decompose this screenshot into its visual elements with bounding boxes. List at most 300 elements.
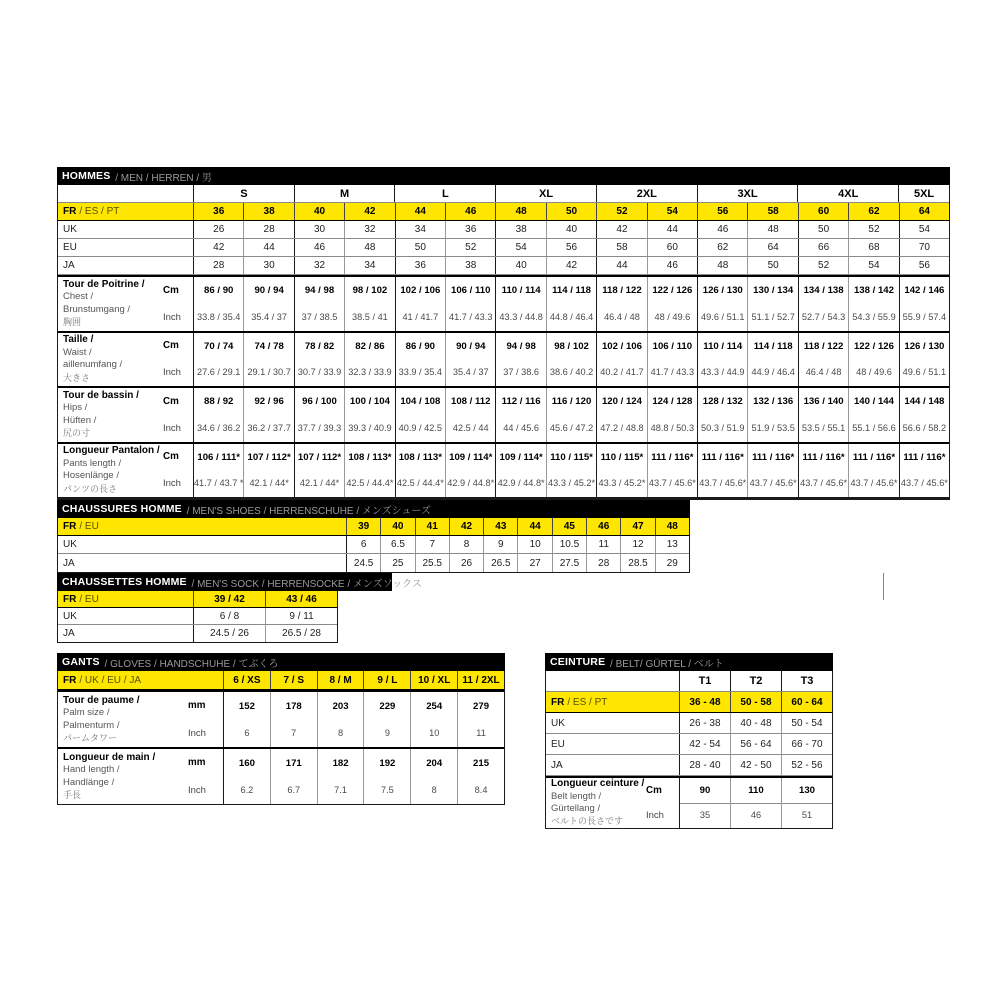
value-bottom: 42.9 / 44.8* (447, 478, 495, 489)
unit-bottom-label: Inch (163, 367, 181, 379)
value-top: 203 (332, 700, 349, 712)
measurement-value-cell (395, 277, 445, 331)
measurement-value-cell (344, 333, 394, 387)
size-group-label: L (394, 185, 495, 202)
value-top: 118 / 122 (602, 285, 642, 297)
measurement-value-cell (344, 388, 394, 442)
value-bottom: 51.9 / 53.5 (751, 422, 795, 433)
conversion-row (546, 755, 832, 776)
value-top: 144 / 148 (904, 396, 945, 408)
value-bottom: 42.1 / 44* (249, 478, 289, 489)
value-cell: 25.5 (415, 554, 449, 572)
value-top: 142 / 146 (904, 285, 945, 297)
value-cell: 13 (655, 536, 689, 553)
measurement-value-cell (445, 444, 495, 498)
mens-clothing-size-table (57, 167, 950, 500)
value-bottom: 6.7 (287, 784, 301, 795)
unit-cell (646, 778, 679, 828)
value-bottom: 27.6 / 29.1 (196, 367, 241, 378)
measurement-label-line: 胸囲 (63, 317, 82, 328)
value-bottom: 49.6 / 51.1 (701, 311, 745, 322)
measurement-value-cell (596, 388, 646, 442)
value-cell: 42 (449, 518, 483, 535)
section-title-bar (545, 653, 833, 671)
measurement-label-line: Hüften / (63, 414, 97, 426)
value-cell: 9 / L (363, 671, 410, 689)
table-body (57, 671, 505, 805)
unit-cell (163, 333, 193, 387)
value-bottom: 29.1 / 30.7 (247, 367, 291, 378)
conversion-row (546, 734, 832, 755)
value-cell: 24.5 (346, 554, 380, 572)
value-bottom: 45.6 / 47.2 (549, 422, 594, 433)
measurement-label-line: パンツの長さ (63, 483, 118, 494)
section-title: HOMMES (62, 170, 111, 182)
value-bottom: 43.3 / 45.2* (548, 478, 596, 489)
value-cell: 6 (346, 536, 380, 553)
measurement-label (58, 444, 163, 498)
row-label: FR / ES / PT (63, 206, 120, 217)
measurement-value-cell (647, 388, 697, 442)
measurement-label-line: Tour de Poitrine / (63, 278, 145, 290)
measurement-value-cell (647, 444, 697, 498)
measurement-row (58, 442, 949, 498)
measurement-label-line: Palmenturm / (63, 719, 120, 731)
value-bottom: 42.1 / 44* (299, 478, 340, 489)
value-cell: 64 (899, 203, 949, 220)
measurement-value-cell (798, 333, 848, 387)
value-bottom: 40.2 / 41.7 (600, 367, 644, 378)
value-top: 126 / 130 (904, 340, 945, 352)
unit-top-label: Cm (646, 785, 662, 796)
value-cell: 50 (546, 203, 596, 220)
measurement-label-line: Waist / (63, 346, 92, 358)
value-bottom: 52.7 / 54.3 (801, 311, 846, 322)
value-top: 94 / 98 (506, 340, 536, 352)
measurement-value-cell (344, 444, 394, 498)
value-cell: 54 (899, 221, 949, 238)
value-top: 107 / 112* (297, 451, 342, 463)
value-cell: 48 (655, 518, 689, 535)
value-top: 130 (798, 785, 815, 797)
value-top: 178 (285, 700, 302, 712)
measurement-value-cell (899, 333, 949, 387)
value-top: 111 / 116* (903, 451, 946, 463)
value-bottom: 8 (338, 727, 344, 738)
value-cell: 46 (294, 239, 344, 256)
value-top: 124 / 128 (652, 396, 693, 408)
table-body (57, 185, 950, 500)
value-bottom: 41.7 / 43.7 * (193, 478, 244, 489)
row-label: UK (551, 717, 565, 729)
measurement-value-cell (848, 333, 898, 387)
value-cell: 66 (798, 239, 848, 256)
measurement-value-cell (848, 444, 898, 498)
table-body (57, 518, 690, 573)
value-bottom: 11 (476, 727, 486, 738)
value-cell: 46 (445, 203, 495, 220)
unit-bottom-label: Inch (163, 422, 181, 434)
measurement-value-cell (546, 444, 596, 498)
value-cell: 26 - 38 (679, 713, 730, 733)
measurement-row (58, 386, 949, 442)
measurement-value-cell (270, 749, 317, 804)
section-title: CEINTURE (550, 656, 606, 668)
value-bottom: 42.9 / 44.8* (497, 478, 545, 489)
measurement-value-cell (679, 778, 730, 828)
value-bottom: 46 (731, 803, 781, 828)
value-bottom: 33.9 / 35.4 (398, 367, 443, 378)
conversion-row (58, 625, 337, 642)
unit-bottom-label: Inch (188, 784, 206, 796)
value-bottom: 8 (431, 784, 437, 795)
value-cell: 42 (546, 257, 596, 274)
value-top: 98 / 102 (352, 285, 388, 297)
value-top: 110 (748, 785, 764, 797)
divider-line (883, 573, 884, 600)
value-top: 114 / 118 (552, 285, 592, 297)
section-title-bar (57, 653, 505, 671)
value-cell: 40 (380, 518, 414, 535)
value-bottom: 41.7 / 43.3 (449, 311, 493, 322)
value-cell: 52 - 56 (781, 755, 832, 775)
measurement-label-line: aillenumfang / (63, 359, 123, 371)
measurement-value-cell (596, 333, 646, 387)
value-cell: 56 - 64 (730, 734, 781, 754)
value-top: 102 / 106 (601, 340, 642, 352)
value-top: 106 / 110 (652, 340, 693, 352)
value-cell: 46 (586, 518, 620, 535)
value-bottom: 32.3 / 33.9 (348, 367, 392, 378)
value-bottom: 6 (244, 727, 250, 738)
value-top: 122 / 126 (853, 340, 894, 352)
measurement-label-line: Pants length / (63, 457, 122, 469)
measurement-value-cell (495, 277, 545, 331)
value-cell: 52 (596, 203, 646, 220)
value-top: 160 (238, 757, 255, 769)
value-top: 88 / 92 (204, 396, 234, 408)
value-cell: 24.5 / 26 (193, 625, 265, 642)
belt-size-table (545, 653, 833, 829)
value-top: 138 / 142 (853, 285, 894, 297)
row-label: UK (63, 539, 77, 550)
row-label: EU (551, 738, 565, 750)
value-bottom: 38.5 / 41 (352, 311, 388, 322)
value-top: 171 (285, 757, 302, 769)
measurement-value-cell (193, 277, 243, 331)
value-top: 111 / 116* (802, 451, 845, 463)
size-group-label: M (294, 185, 395, 202)
value-top: 111 / 116* (701, 451, 744, 463)
conversion-row (58, 536, 689, 554)
measurement-row (58, 331, 949, 387)
size-group-row (546, 671, 832, 692)
measurement-label (58, 692, 188, 747)
measurement-label-line: 手長 (63, 789, 82, 800)
measurement-value-cell (747, 277, 797, 331)
value-cell: 38 (243, 203, 293, 220)
value-cell: 8 / M (317, 671, 364, 689)
value-cell: 48 (697, 257, 747, 274)
value-bottom: 48 / 49.6 (856, 367, 892, 378)
value-top: 112 / 116 (501, 396, 541, 408)
measurement-label (58, 277, 163, 331)
measurement-value-cell (193, 333, 243, 387)
value-top: 108 / 113* (398, 451, 442, 463)
measurement-value-cell (410, 692, 457, 747)
value-bottom: 33.8 / 35.4 (196, 311, 241, 322)
value-cell: 6 / 8 (193, 608, 265, 624)
value-cell: 48 (495, 203, 545, 220)
value-top: 74 / 78 (254, 340, 284, 352)
measurement-label-line: Brunstumgang / (63, 303, 131, 315)
value-bottom: 35.4 / 37 (251, 311, 287, 322)
value-cell: 28 (193, 257, 243, 274)
unit-cell (163, 388, 193, 442)
measurement-value-cell (457, 692, 504, 747)
value-bottom: 50.3 / 51.9 (701, 422, 745, 433)
value-bottom: 43.3 / 44.9 (701, 367, 745, 378)
measurement-value-cell (410, 749, 457, 804)
value-top: 140 / 144 (853, 396, 894, 408)
table-body (57, 591, 338, 643)
row-label (58, 185, 193, 202)
value-bottom: 51 (782, 803, 832, 828)
measurement-value-cell (193, 388, 243, 442)
conversion-row (58, 608, 337, 625)
value-top: 110 / 114 (501, 285, 541, 297)
value-cell: 36 (395, 257, 445, 274)
value-top: 98 / 102 (554, 340, 589, 352)
value-cell: 26.5 (483, 554, 517, 572)
value-bottom: 44.8 / 46.4 (549, 311, 594, 322)
value-cell: 46 (647, 257, 697, 274)
unit-top-label: mm (188, 700, 206, 712)
measurement-value-cell (243, 277, 293, 331)
size-values-row (58, 671, 504, 690)
section-title: CHAUSSURES HOMME (62, 503, 182, 515)
value-top: 86 / 90 (405, 340, 435, 352)
row-label: JA (63, 260, 75, 271)
value-bottom: 51.1 / 52.7 (751, 311, 795, 322)
measurement-value-cell (294, 333, 344, 387)
value-top: 130 / 134 (753, 285, 794, 297)
gloves-size-table (57, 653, 505, 805)
value-bottom: 49.6 / 51.1 (902, 367, 947, 378)
value-cell: 54 (848, 257, 898, 274)
value-top: 215 (473, 757, 490, 769)
row-label: FR / UK / EU / JA (63, 674, 142, 686)
value-bottom: 54.3 / 55.9 (852, 311, 896, 322)
value-cell: 11 (586, 536, 620, 553)
value-bottom: 55.9 / 57.4 (902, 311, 947, 322)
measurement-value-cell (848, 277, 898, 331)
value-top: 110 / 114 (703, 340, 743, 352)
value-cell: 56 (697, 203, 747, 220)
value-top: 96 / 100 (302, 396, 337, 408)
measurement-value-cell (317, 749, 364, 804)
value-cell: 39 / 42 (193, 591, 265, 607)
value-bottom: 41 / 41.7 (402, 311, 439, 322)
value-top: 118 / 122 (803, 340, 844, 352)
value-cell: 66 - 70 (781, 734, 832, 754)
value-bottom: 34.6 / 36.2 (196, 422, 241, 433)
value-cell: 34 (344, 257, 394, 274)
value-cell: 29 (655, 554, 689, 572)
value-cell: 46 (697, 221, 747, 238)
value-bottom: 43.7 / 45.6* (749, 478, 797, 489)
measurement-label-line: パームタワー (63, 732, 118, 743)
value-cell: 9 (483, 536, 517, 553)
measurement-label-line: Longueur de main / (63, 751, 156, 763)
value-cell: 68 (848, 239, 898, 256)
measurement-label-line: Belt length / (551, 790, 602, 802)
value-bottom: 44.9 / 46.4 (751, 367, 795, 378)
value-top: 70 / 74 (204, 340, 234, 352)
measurement-value-cell (697, 277, 747, 331)
value-bottom: 48.8 / 50.3 (650, 422, 695, 433)
measurement-value-cell (363, 749, 410, 804)
measurement-value-cell (546, 388, 596, 442)
value-cell: 11 / 2XL (457, 671, 504, 689)
size-group-label: S (193, 185, 294, 202)
value-cell: 34 (395, 221, 445, 238)
value-cell: 30 (294, 221, 344, 238)
measurement-row (546, 776, 832, 828)
value-top: 104 / 108 (400, 396, 441, 408)
value-top: 126 / 130 (702, 285, 743, 297)
value-top: 110 / 115* (600, 451, 644, 463)
unit-cell (188, 692, 223, 747)
unit-bottom-label: Inch (646, 810, 664, 821)
row-label: FR / EU (63, 521, 99, 532)
value-top: 110 / 115* (550, 451, 593, 463)
row-label: FR / EU (63, 593, 99, 605)
measurement-value-cell (317, 692, 364, 747)
measurement-value-cell (730, 778, 781, 828)
measurement-value-cell (899, 277, 949, 331)
value-cell: 6.5 (380, 536, 414, 553)
value-bottom: 43.7 / 45.6* (648, 478, 696, 489)
measurement-value-cell (395, 388, 445, 442)
value-cell: 44 (647, 221, 697, 238)
measurement-label-line: Hips / (63, 402, 88, 414)
value-cell: 60 (798, 203, 848, 220)
value-top: 182 (332, 757, 349, 769)
row-label: UK (63, 610, 77, 622)
value-cell: 50 - 54 (781, 713, 832, 733)
value-bottom: 42.5 / 44.4* (396, 478, 444, 489)
value-bottom: 43.7 / 45.6* (800, 478, 848, 489)
value-cell: 38 (495, 221, 545, 238)
value-top: 100 / 104 (349, 396, 390, 408)
measurement-value-cell (798, 444, 848, 498)
value-bottom: 35 (680, 803, 730, 828)
measurement-value-cell (781, 778, 832, 828)
measurement-label-line: Taille / (63, 334, 94, 346)
unit-bottom-label: Inch (188, 727, 206, 739)
measurement-value-cell (596, 444, 646, 498)
measurement-value-cell (344, 277, 394, 331)
value-cell: 28 (586, 554, 620, 572)
value-cell: 60 (647, 239, 697, 256)
value-cell: 54 (647, 203, 697, 220)
value-cell: 42 (344, 203, 394, 220)
measurement-value-cell (223, 749, 270, 804)
section-title: CHAUSSETTES HOMME (62, 576, 187, 588)
unit-top-label: Cm (163, 284, 179, 296)
measurement-value-cell (445, 333, 495, 387)
mens-socks-size-table (57, 573, 423, 643)
value-cell: 50 (747, 257, 797, 274)
measurement-value-cell (223, 692, 270, 747)
value-top: 108 / 113* (348, 451, 392, 463)
measurement-value-cell (899, 388, 949, 442)
section-title-bar (57, 573, 423, 591)
value-bottom: 41.7 / 43.3 (650, 367, 695, 378)
value-cell: 47 (620, 518, 654, 535)
value-top: 92 / 96 (254, 396, 284, 408)
value-top: 111 / 116* (651, 451, 694, 463)
value-top: 108 / 112 (450, 396, 491, 408)
measurement-value-cell (697, 444, 747, 498)
value-bottom: 43.3 / 44.8 (499, 311, 543, 322)
size-group-label: T3 (781, 671, 832, 691)
value-cell: 10 / XL (410, 671, 457, 689)
measurement-value-cell (395, 444, 445, 498)
value-bottom: 46.4 / 48 (805, 367, 842, 378)
value-bottom: 37 / 38.6 (503, 367, 540, 378)
section-subtitle: / GLOVES / HANDSCHUHE / てぶくろ (101, 658, 279, 670)
value-bottom: 44 / 45.6 (503, 422, 540, 433)
size-group-label: 2XL (596, 185, 697, 202)
value-top: 134 / 138 (803, 285, 844, 297)
value-cell: 58 (596, 239, 646, 256)
value-top: 106 / 110 (450, 285, 491, 297)
section-title: GANTS (62, 656, 100, 668)
value-cell: 50 (798, 221, 848, 238)
value-top: 90 / 94 (456, 340, 486, 352)
size-values-row (58, 518, 689, 536)
value-cell: 56 (546, 239, 596, 256)
value-top: 109 / 114* (449, 451, 493, 463)
measurement-value-cell (747, 444, 797, 498)
measurement-value-cell (243, 444, 293, 498)
value-bottom: 48 / 49.6 (654, 311, 691, 322)
measurement-label-line: Palm size / (63, 707, 110, 719)
measurement-label (546, 778, 646, 828)
value-cell: 42 (193, 239, 243, 256)
measurement-label (58, 333, 163, 387)
value-cell: 30 (243, 257, 293, 274)
value-cell: 52 (798, 257, 848, 274)
mens-shoes-size-table (57, 500, 690, 573)
measurement-label-line: Hand length / (63, 764, 120, 776)
measurement-value-cell (457, 749, 504, 804)
value-top: 86 / 90 (204, 285, 234, 297)
value-cell: 38 (445, 257, 495, 274)
value-cell: 43 / 46 (265, 591, 337, 607)
value-cell: 40 - 48 (730, 713, 781, 733)
value-cell: 43 (483, 518, 517, 535)
value-top: 122 / 126 (652, 285, 693, 297)
value-top: 120 / 124 (601, 396, 642, 408)
measurement-row (58, 275, 949, 331)
value-top: 109 / 114* (499, 451, 543, 463)
measurement-value-cell (495, 444, 545, 498)
value-cell: 27 (517, 554, 551, 572)
value-top: 94 / 98 (304, 285, 335, 297)
